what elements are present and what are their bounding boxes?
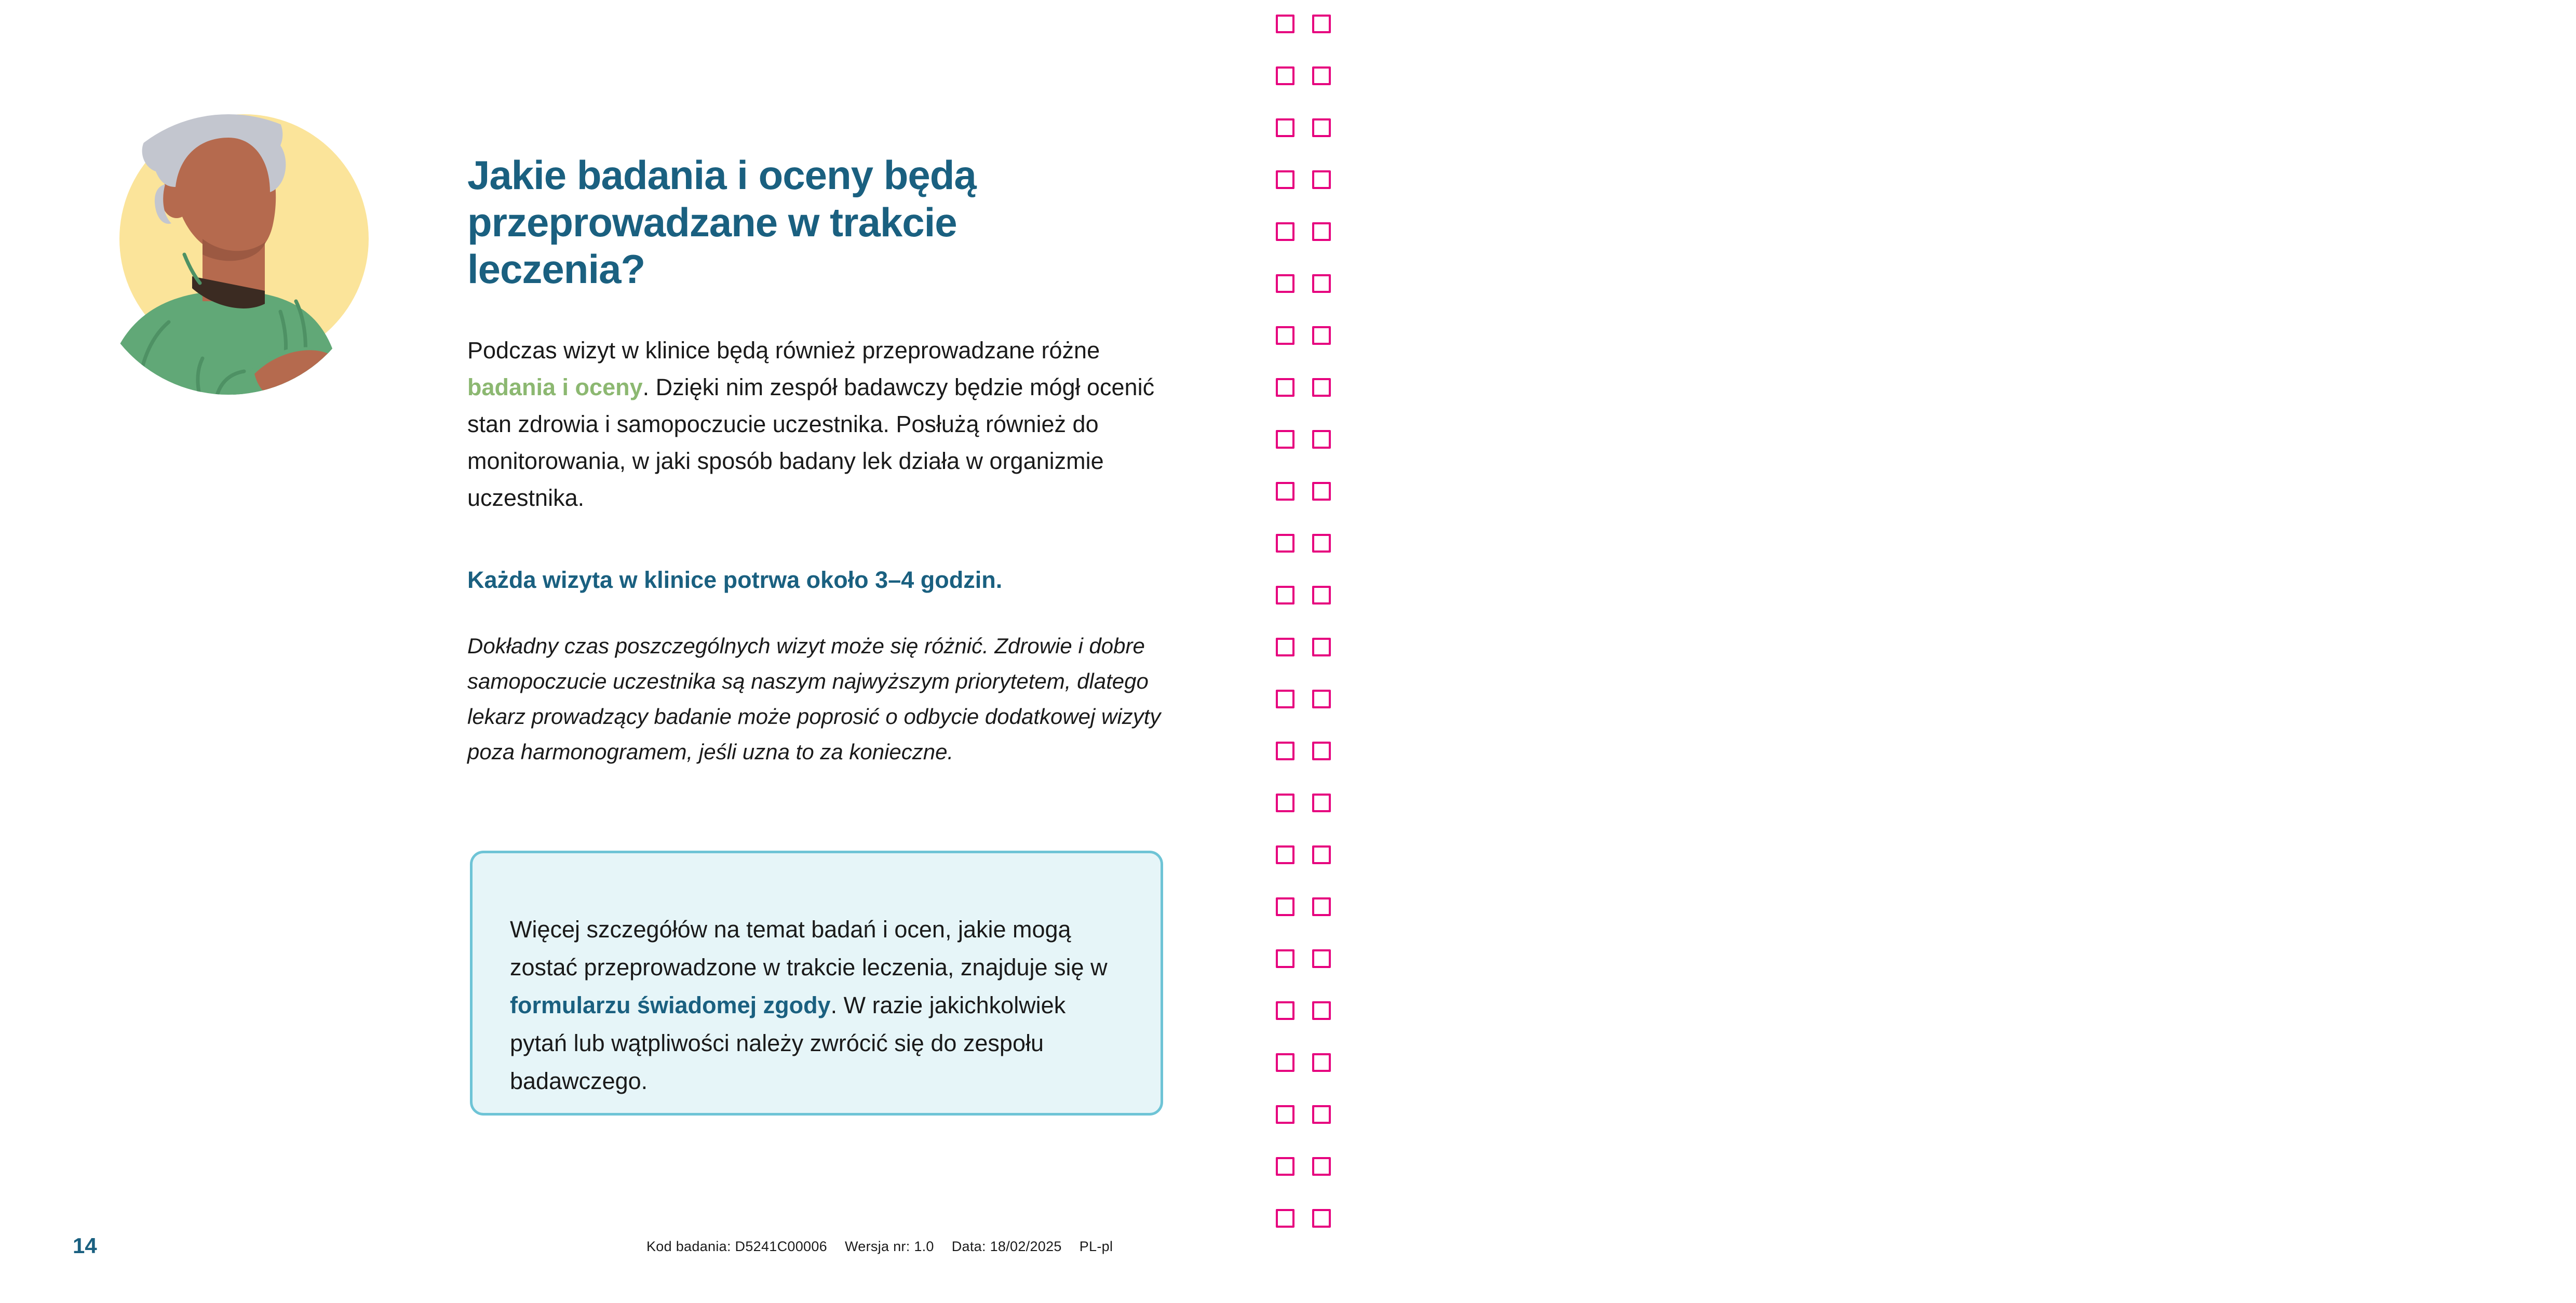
binding-hole (1276, 378, 1294, 397)
visit-duration-note: Każda wizyta w klinice potrwa około 3–4 godzin. (467, 567, 1003, 593)
binding-hole (1276, 118, 1294, 137)
binding-hole (1312, 482, 1331, 501)
right-page (1360, 0, 2576, 1288)
info-callout-box (470, 851, 1163, 1116)
intro-paragraph (467, 332, 1158, 516)
footer-locale: PL-pl (1079, 1239, 1113, 1254)
binding-hole (1276, 1001, 1294, 1020)
binding-hole (1312, 690, 1331, 708)
binding-hole (1312, 66, 1331, 85)
callout-text-a: Więcej szczegółów na temat badań i ocen, jakie mogą zostać przeprowadzone w trakcie leczenia, znajduje się w (510, 916, 1108, 980)
footer-study-code: Kod badania: D5241C00006 (646, 1239, 827, 1254)
binding-hole (1276, 15, 1294, 33)
intro-text-a: Podczas wizyt w klinice będą również przeprowadzane różne (467, 337, 1100, 364)
binding-hole (1276, 897, 1294, 916)
binding-hole (1276, 742, 1294, 760)
binding-hole (1312, 274, 1331, 293)
binding-hole (1276, 949, 1294, 968)
binding-hole (1276, 222, 1294, 241)
binding-hole (1276, 638, 1294, 656)
binding-hole (1312, 534, 1331, 553)
visit-time-disclaimer: Dokładny czas poszczególnych wizyt może się różnić. Zdrowie i dobre samopoczucie uczestnika są naszym najwyższym priorytetem, dlatego lekarz prowadzący badanie może poprosić o odbycie dodatkowej wizyty poza harmonogramem, jeśli uzna to za konieczne. (467, 634, 1161, 764)
binding-hole (1312, 897, 1331, 916)
binding-hole (1276, 534, 1294, 553)
binding-hole (1312, 638, 1331, 656)
binding-hole (1312, 949, 1331, 968)
binding-hole (1312, 1157, 1331, 1176)
binding-hole (1312, 845, 1331, 864)
binding-hole (1276, 482, 1294, 501)
binding-hole (1312, 1209, 1331, 1228)
binding-hole (1312, 742, 1331, 760)
binding-hole (1276, 170, 1294, 189)
binding-hole (1312, 1105, 1331, 1124)
binding-hole (1276, 66, 1294, 85)
binding-hole (1312, 586, 1331, 605)
footer-left (646, 1239, 1113, 1255)
spiral-binding (1257, 0, 1360, 1288)
callout-text-b: . W razie jakichkolwiek pytań lub wątpliwości należy zwrócić się do zespołu badawczego. (510, 991, 1066, 1094)
footer-version: Wersja nr: 1.0 (844, 1239, 934, 1254)
binding-hole (1312, 326, 1331, 345)
binding-hole (1312, 430, 1331, 449)
binding-hole (1312, 15, 1331, 33)
page-number-left: 14 (73, 1233, 97, 1258)
callout-highlight: formularzu świadomej zgody (510, 991, 831, 1018)
elderly-woman-illustration (73, 83, 384, 415)
page-title: Jakie badania i oceny będą przeprowadzane w trakcie leczenia? (467, 152, 976, 292)
binding-hole (1312, 794, 1331, 812)
binding-column-right (1312, 0, 1335, 1288)
intro-text-b: . Dzięki nim zespół badawczy będzie mógł ocenić stan zdrowia i samopoczucie uczestnika. Posłużą również do monitorowania, w jaki sposób badany lek działa w organizmie uczestnika. (467, 374, 1155, 512)
binding-hole (1312, 118, 1331, 137)
binding-column-left (1276, 0, 1299, 1288)
binding-hole (1276, 326, 1294, 345)
binding-hole (1276, 1209, 1294, 1228)
binding-hole (1276, 1105, 1294, 1124)
binding-hole (1276, 430, 1294, 449)
callout-text (510, 911, 1112, 1100)
binding-hole (1312, 378, 1331, 397)
binding-hole (1312, 222, 1331, 241)
binding-hole (1312, 170, 1331, 189)
binding-hole (1276, 794, 1294, 812)
intro-highlight: badania i oceny (467, 374, 643, 401)
left-page (0, 0, 1257, 1288)
binding-hole (1276, 586, 1294, 605)
binding-hole (1276, 1157, 1294, 1176)
binding-hole (1276, 1053, 1294, 1072)
binding-hole (1276, 690, 1294, 708)
binding-hole (1276, 845, 1294, 864)
binding-hole (1312, 1001, 1331, 1020)
binding-hole (1312, 1053, 1331, 1072)
footer-date: Data: 18/02/2025 (951, 1239, 1062, 1254)
binding-hole (1276, 274, 1294, 293)
